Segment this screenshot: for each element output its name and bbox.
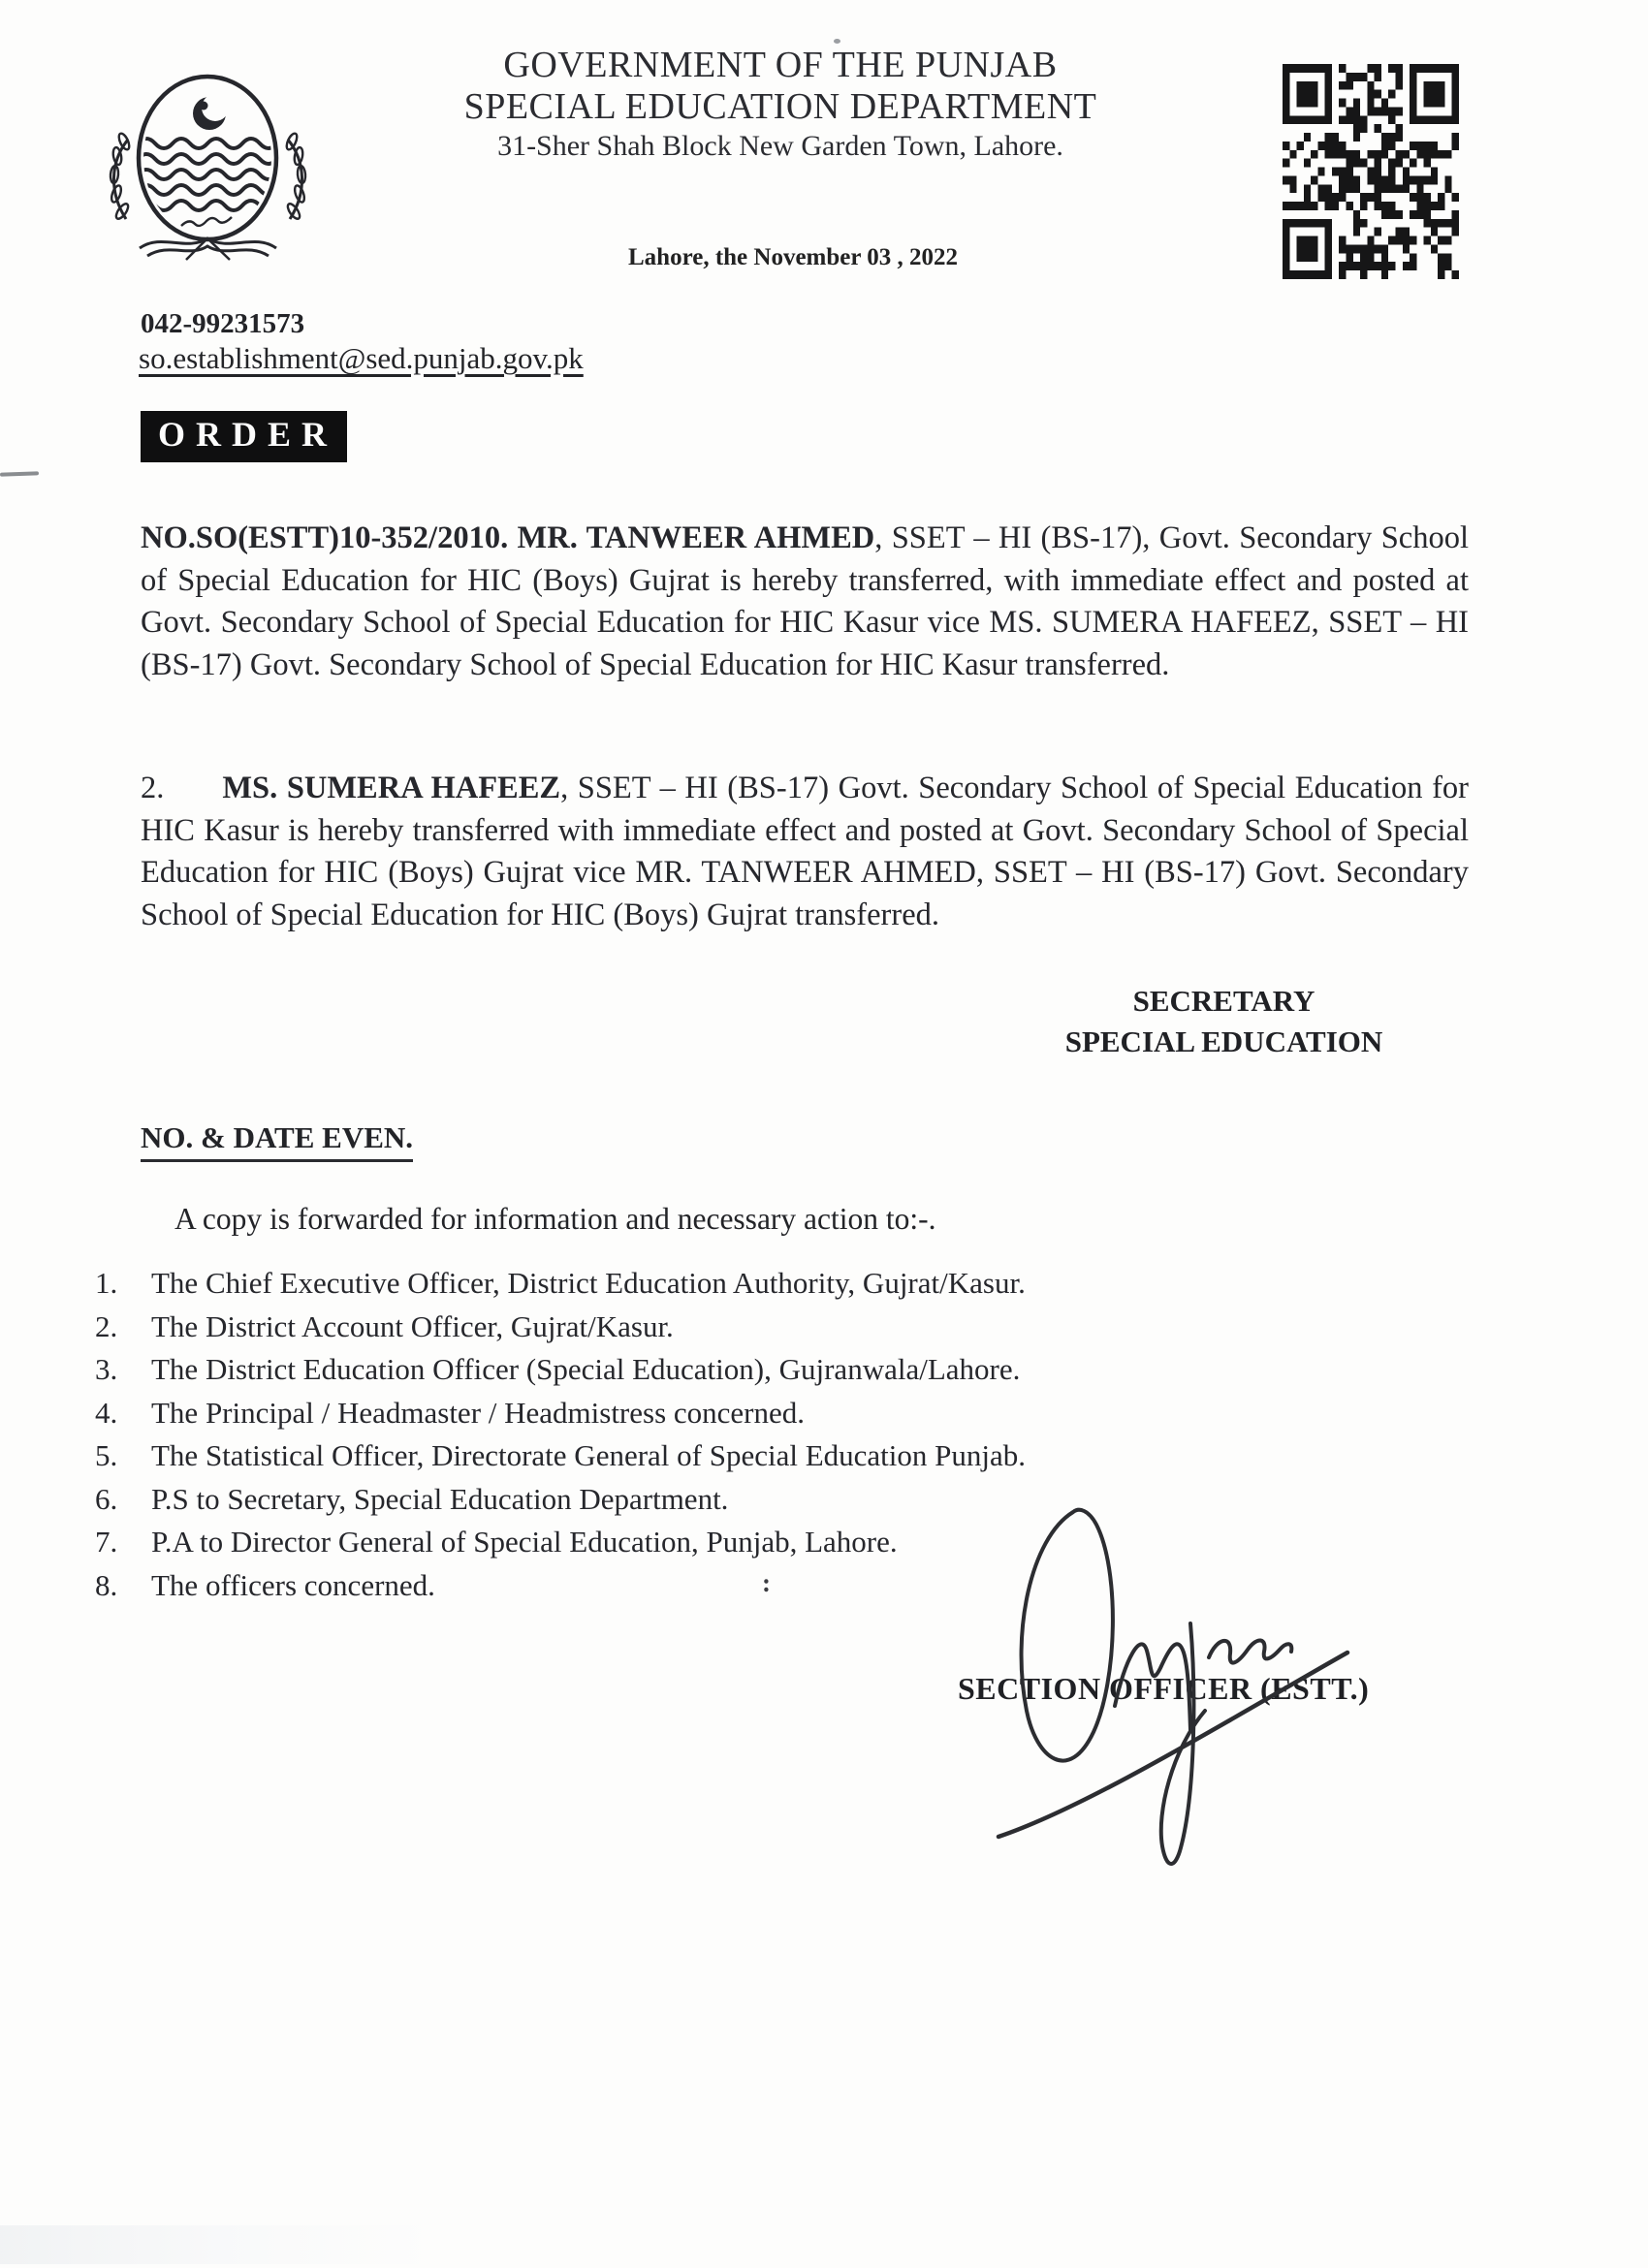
list-item	[95, 1309, 1026, 1353]
list-item	[95, 1438, 1026, 1482]
paragraph-2-number: 2.	[141, 771, 165, 805]
even-section-heading: NO. & DATE EVEN.	[141, 1120, 413, 1162]
list-item	[95, 1352, 1026, 1396]
secretary-signature-block	[1028, 981, 1420, 1062]
list-number: 2.	[95, 1308, 118, 1343]
email-address: so.establishment@sed.punjab.gov.pk	[139, 341, 584, 375]
forward-line: A copy is forwarded for information and necessary action to:-.	[174, 1202, 936, 1236]
list-text: The officers concerned.	[151, 1567, 435, 1602]
org-address: 31-Sher Shah Block New Garden Town, Lahore.	[497, 130, 1063, 163]
list-text: The District Account Officer, Gujrat/Kasur.	[151, 1308, 674, 1343]
list-number: 8.	[95, 1567, 118, 1602]
org-name-line2: SPECIAL EDUCATION DEPARTMENT	[463, 85, 1097, 127]
list-number: 7.	[95, 1525, 118, 1559]
list-item	[95, 1396, 1026, 1439]
date-line: Lahore, the November 03 , 2022	[628, 244, 959, 270]
list-item	[95, 1266, 1026, 1309]
list-item	[95, 1525, 1026, 1568]
scan-smudge	[0, 2225, 543, 2264]
secretary-title: SECRETARY	[1132, 984, 1315, 1018]
scan-artifact-colon: :	[762, 1568, 771, 1597]
list-item	[95, 1568, 1026, 1612]
order-ref-and-name: NO.SO(ESTT)10-352/2010. MR. TANWEER AHMED	[141, 520, 875, 555]
secretary-department: SPECIAL EDUCATION	[1064, 1024, 1383, 1058]
list-number: 4.	[95, 1395, 118, 1430]
scan-edge-mark	[0, 471, 39, 476]
phone-number: 042-99231573	[141, 308, 305, 339]
list-text: The Statistical Officer, Directorate General of Special Education Punjab.	[151, 1438, 1027, 1472]
list-number: 3.	[95, 1352, 118, 1386]
list-number: 1.	[95, 1266, 118, 1300]
order-paragraph-2-text: , SSET – HI (BS-17) Govt. Secondary School of Special Education for HIC Kasur is hereby transferred with immediate effect and posted at Govt. Secondary School of Special Education for HIC (Boys) Gujrat vice MR. TANWEER AHMED, SSET – HI (BS-17) Govt. Secondary School of Special Education for HIC (Boys) Gujrat transferred.	[141, 771, 1469, 932]
org-name-line1: GOVERNMENT OF THE PUNJAB	[503, 45, 1058, 85]
scan-dot-artifact	[834, 39, 840, 44]
recipients-list	[95, 1266, 1026, 1611]
qr-code	[1283, 64, 1459, 279]
list-text: The Principal / Headmaster / Headmistress concerned.	[151, 1395, 806, 1430]
list-text: The District Education Officer (Special Education), Gujranwala/Lahore.	[151, 1352, 1021, 1386]
list-text: P.A to Director General of Special Education, Punjab, Lahore.	[151, 1525, 898, 1559]
paragraph-2-name: MS. SUMERA HAFEEZ	[222, 771, 561, 805]
order-paragraph-1-text: , SSET – HI (BS-17), Govt. Secondary School of Special Education for HIC (Boys) Gujrat is hereby transferred, with immediate effect and posted at Govt. Secondary School of Special Education for HIC Kasur vice MS. SUMERA HAFEEZ, SSET – HI (BS-17) Govt. Secondary School of Special Education for HIC Kasur transferred.	[141, 520, 1469, 682]
list-text: The Chief Executive Officer, District Education Authority, Gujrat/Kasur.	[151, 1266, 1026, 1300]
order-paragraph-2	[141, 768, 1469, 936]
order-heading-badge: ORDER	[141, 411, 347, 462]
list-number: 6.	[95, 1481, 118, 1516]
list-item	[95, 1482, 1026, 1526]
punjab-crest-logo	[89, 66, 327, 279]
order-paragraph-1	[141, 518, 1469, 686]
section-officer-title: SECTION OFFICER (ESTT.)	[958, 1671, 1370, 1706]
qr-code-canvas	[1283, 64, 1459, 279]
list-text: P.S to Secretary, Special Education Department.	[151, 1481, 729, 1516]
letterhead	[407, 45, 1154, 163]
list-number: 5.	[95, 1438, 118, 1472]
